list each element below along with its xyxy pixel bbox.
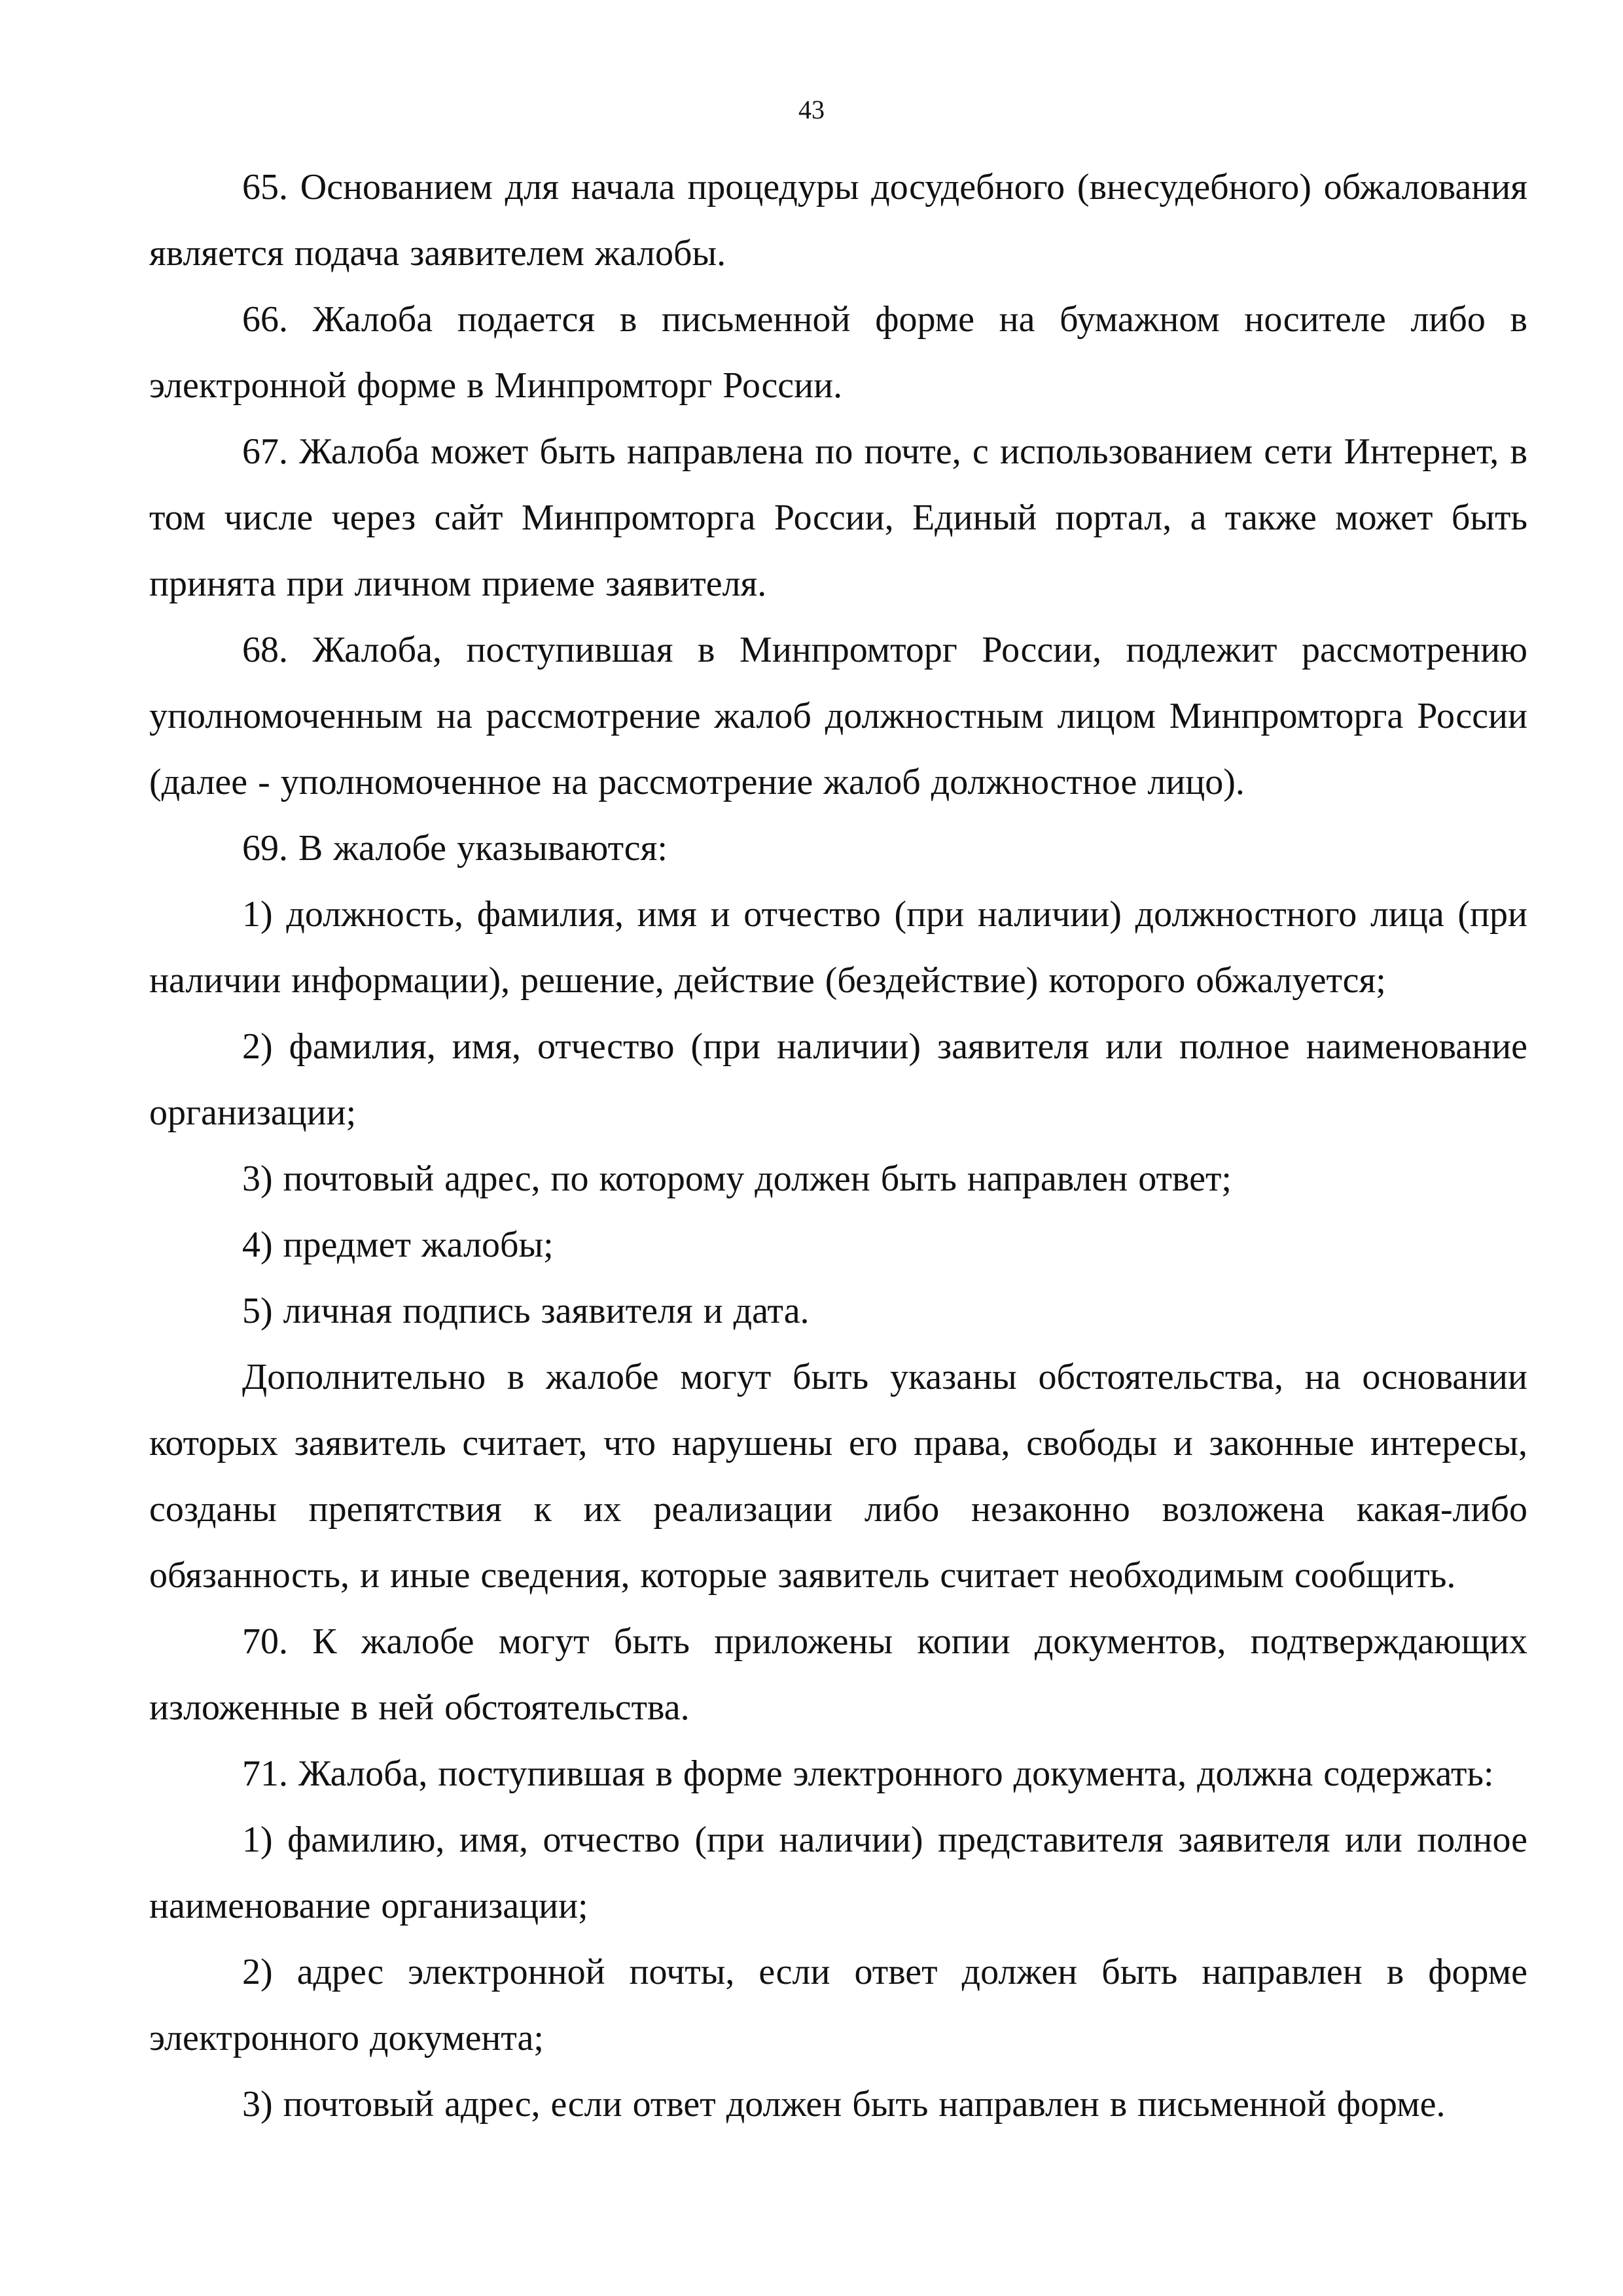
list-item-69-2: 2) фамилия, имя, отчество (при наличии) заявителя или полное наименование организации;: [149, 1026, 1527, 1133]
paragraph-70: 70. К жалобе могут быть приложены копии документов, подтверждающих изложенные в ней обстоятельства.: [149, 1621, 1527, 1728]
paragraph-68: 68. Жалоба, поступившая в Минпромторг России, подлежит рассмотрению уполномоченным на рассмотрение жалоб должностным лицом Минпромторга России (далее - уполномоченное на рассмотрение жалоб должностное лицо).: [149, 630, 1527, 802]
list-item-69-3: 3) почтовый адрес, по которому должен быть направлен ответ;: [242, 1158, 1232, 1199]
list-item-69-1: 1) должность, фамилия, имя и отчество (при наличии) должностного лица (при наличии информации), решение, действие (бездействие) которого обжалуется;: [149, 894, 1527, 1001]
paragraph-71: 71. Жалоба, поступившая в форме электронного документа, должна содержать:: [242, 1753, 1494, 1794]
list-item-71-1: 1) фамилию, имя, отчество (при наличии) представителя заявителя или полное наименование организации;: [149, 1820, 1527, 1926]
paragraph-65: 65. Основанием для начала процедуры досудебного (внесудебного) обжалования является подача заявителем жалобы.: [149, 167, 1527, 274]
list-item-71-2: 2) адрес электронной почты, если ответ должен быть направлен в форме электронного документа;: [149, 1952, 1527, 2058]
paragraph-67: 67. Жалоба может быть направлена по почте, с использованием сети Интернет, в том числе через сайт Минпромторга России, Единый портал, а также может быть принята при личном приеме заявителя.: [149, 431, 1527, 604]
paragraph-69: 69. В жалобе указываются:: [242, 828, 668, 869]
list-item-71-3: 3) почтовый адрес, если ответ должен быть направлен в письменной форме.: [242, 2084, 1446, 2125]
list-item-69-4: 4) предмет жалобы;: [242, 1225, 554, 1265]
paragraph-66: 66. Жалоба подается в письменной форме на бумажном носителе либо в электронной форме в Минпромторг России.: [149, 299, 1527, 406]
list-item-69-5: 5) личная подпись заявителя и дата.: [242, 1291, 810, 1331]
page-number: 43: [798, 95, 825, 124]
paragraph-additional: Дополнительно в жалобе могут быть указаны обстоятельства, на основании которых заявитель считает, что нарушены его права, свободы и законные интересы, созданы препятствия к их реализации либо незаконно возложена какая-либо обязанность, и иные сведения, которые заявитель считает необходимым сообщить.: [149, 1357, 1527, 1596]
document-body: [149, 154, 1527, 2138]
